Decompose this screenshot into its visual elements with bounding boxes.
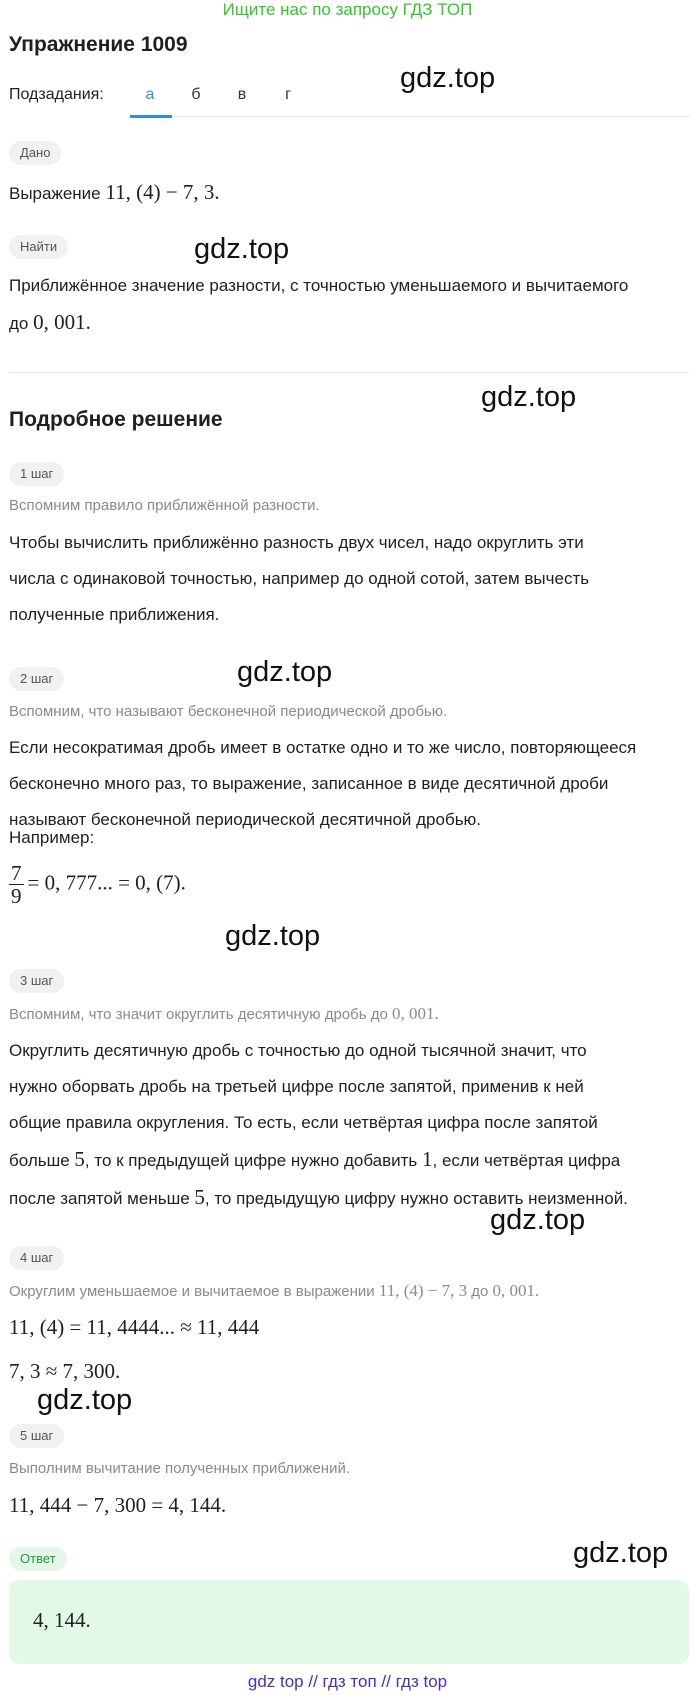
link-separator: // (308, 1672, 318, 1691)
find-line-2-prefix: до (9, 314, 34, 333)
step3-line (9, 1179, 689, 1217)
subtasks-label: Подзадания: (9, 86, 104, 103)
step5-hint: Выполним вычитание полученных приближений. (9, 1460, 351, 1477)
given-text (9, 174, 689, 212)
fraction-denominator: 9 (11, 884, 22, 908)
step3-math: 5 (194, 1185, 205, 1209)
step2-line: называют бесконечной периодической десятичной дробью. (9, 810, 482, 829)
page-title: Упражнение 1009 (9, 33, 188, 56)
watermark: gdz.top (573, 1537, 669, 1569)
find-line-1: Приближённое значение разности, с точностью уменьшаемого и вычитаемого (9, 276, 629, 295)
watermark: gdz.top (237, 656, 333, 688)
answer-value: 4, 144. (33, 1608, 91, 1632)
tab-a[interactable]: а (145, 86, 155, 103)
step3-math: 1 (422, 1147, 433, 1171)
link-separator: // (381, 1672, 391, 1691)
given-pill: Дано (9, 141, 61, 165)
step5-pill: 5 шаг (9, 1424, 64, 1448)
step4-hint-math: 0, 001. (492, 1281, 540, 1300)
step3-text: больше (9, 1151, 75, 1170)
watermark: gdz.top (490, 1204, 586, 1236)
step3-hint-math: 0, 001. (391, 1004, 439, 1023)
find-pill: Найти (9, 235, 68, 259)
step3-hint (9, 1004, 689, 1024)
step3-line: нужно оборвать дробь на третьей цифре после запятой, применив к ней (9, 1077, 584, 1096)
bottom-link[interactable]: gdz top (247, 1672, 304, 1691)
tab-v[interactable]: в (237, 86, 247, 103)
tab-g[interactable]: г (285, 86, 291, 103)
step2-line: Если несократимая дробь имеет в остатке одно и то же число, повторяющееся (9, 738, 637, 757)
step2-pill: 2 шаг (9, 667, 64, 691)
step4-hint (9, 1281, 689, 1301)
step3-text: после запятой меньше (9, 1189, 195, 1208)
example-equation (9, 862, 186, 907)
section-divider (9, 372, 689, 373)
fraction (9, 862, 24, 907)
step5-equation: 11, 444 − 7, 300 = 4, 144. (9, 1493, 227, 1517)
step3-pill: 3 шаг (9, 969, 64, 993)
step4-hint-math: 11, (4) − 7, 3 (378, 1281, 468, 1300)
step3-text: , то к предыдущей цифре нужно добавить (84, 1151, 423, 1170)
find-line-2 (9, 304, 689, 342)
watermark: gdz.top (400, 62, 496, 94)
answer-pill: Ответ (9, 1547, 67, 1571)
step1-hint: Вспомним правило приближённой разности. (9, 497, 320, 514)
given-expression: 11, (4) − 7, 3. (105, 180, 220, 204)
step3-math: 5 (74, 1147, 85, 1171)
step4-equation-2: 7, 3 ≈ 7, 300. (9, 1359, 121, 1383)
step4-hint-mid: до (467, 1283, 493, 1300)
step3-line: Округлить десятичную дробь с точностью до одной тысячной значит, что (9, 1041, 587, 1060)
tab-b[interactable]: б (191, 86, 201, 103)
example-label: Например: (9, 828, 95, 847)
step4-hint-prefix: Округлим уменьшаемое и вычитаемое в выражении (9, 1283, 379, 1300)
step3-text: , если четвёртая цифра (432, 1151, 621, 1170)
step2-line: бесконечно много раз, то выражение, записанное в виде десятичной дроби (9, 774, 609, 793)
active-tab-indicator (130, 115, 172, 118)
step4-equation-1: 11, (4) = 11, 4444... ≈ 11, 444 (9, 1315, 260, 1339)
bottom-link[interactable]: гдз top (395, 1672, 448, 1691)
watermark: gdz.top (481, 381, 577, 413)
step1-body (9, 525, 689, 633)
step3-line (9, 1141, 689, 1179)
find-precision: 0, 001. (33, 310, 91, 334)
watermark: gdz.top (225, 920, 321, 952)
example-rest: = 0, 777... = 0, (7). (27, 870, 186, 895)
step4-pill: 4 шаг (9, 1246, 64, 1270)
step2-hint: Вспомним, что называют бесконечной периодической дробью. (9, 703, 448, 720)
bottom-link[interactable]: гдз топ (322, 1672, 377, 1691)
step1-pill: 1 шаг (9, 462, 64, 486)
top-banner: Ищите нас по запросу ГДЗ ТОП (222, 0, 473, 19)
given-prefix: Выражение (9, 184, 106, 203)
watermark: gdz.top (194, 233, 290, 265)
solution-title: Подробное решение (9, 408, 223, 431)
answer-box (9, 1580, 689, 1664)
step3-text: , то предыдущую цифру нужно оставить неизменной. (204, 1189, 628, 1208)
find-text (9, 268, 689, 342)
step1-line: числа с одинаковой точностью, например до одной сотой, затем вычесть (9, 569, 590, 588)
step1-line: Чтобы вычислить приближённо разность двух чисел, надо округлить эти (9, 533, 584, 552)
step3-body (9, 1033, 689, 1217)
bottom-links (0, 1672, 695, 1692)
step1-line: полученные приближения. (9, 605, 220, 624)
step3-hint-prefix: Вспомним, что значит округлить десятичную дробь до (9, 1006, 392, 1023)
fraction-numerator: 7 (11, 861, 22, 885)
step3-line: общие правила округления. То есть, если четвёртая цифра после запятой (9, 1113, 598, 1132)
watermark: gdz.top (37, 1384, 133, 1416)
